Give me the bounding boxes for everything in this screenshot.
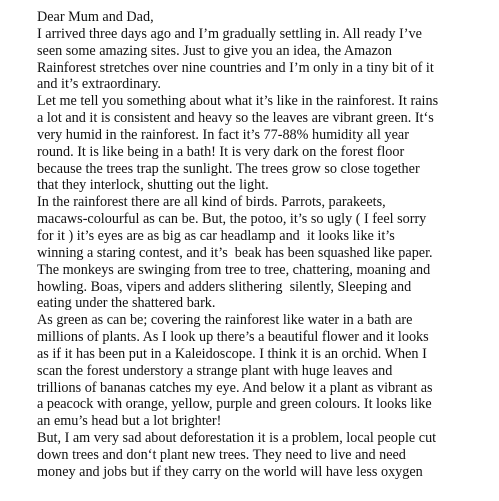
- letter-line: a peacock with orange, yellow, purple and green colours. It looks like: [37, 396, 432, 413]
- letter-line: Rainforest stretches over nine countries and I’m only in a tiny bit of it: [37, 59, 434, 76]
- letter-line: an emu’s head but a lot brighter!: [37, 413, 222, 430]
- letter-line: eating under the shattered bark.: [37, 295, 216, 312]
- letter-line: In the rainforest there are all kind of birds. Parrots, parakeets,: [37, 194, 386, 211]
- letter-line: As green as can be; covering the rainforest like water in a bath are: [37, 312, 413, 329]
- letter-line: round. It is like being in a bath! It is very dark on the forest floor: [37, 143, 405, 160]
- letter-line: millions of plants. As I look up there’s a beautiful flower and it looks: [37, 329, 429, 346]
- letter-line: Dear Mum and Dad,: [37, 9, 154, 25]
- letter-line: for it ) it’s eyes are as big as car headlamp and it looks like it’s: [37, 227, 395, 244]
- letter-line: that they interlock, shutting out the light.: [37, 177, 269, 194]
- letter-line: because the trees trap the sunlight. The trees grow so close together: [37, 160, 420, 177]
- letter-line: Let me tell you something about what it’s like in the rainforest. It rains: [37, 93, 439, 110]
- letter-line: trillions of bananas catches my eye. And below it a plant as vibrant as: [37, 379, 433, 396]
- letter-line: and it’s extraordinary.: [37, 76, 161, 93]
- letter-line: But, I am very sad about deforestation it is a problem, local people cut: [37, 430, 437, 447]
- letter-body: [37, 9, 499, 481]
- letter-line: a lot and it is consistent and heavy so the leaves are vibrant green. It‘s: [37, 110, 434, 127]
- letter-line: macaws-colourful as can be. But, the potoo, it’s so ugly ( I feel sorry: [37, 211, 427, 228]
- letter-line: seen some amazing sites. Just to give you an idea, the Amazon: [37, 42, 392, 59]
- letter-line: scan the forest understory a strange plant with huge leaves and: [37, 362, 393, 379]
- letter-line: as if it has been put in a Kaleidoscope. I think it is an orchid. When I: [37, 345, 427, 362]
- letter-line: winning a staring contest, and it’s beak has been squashed like paper.: [37, 244, 433, 261]
- letter-line: very humid in the rainforest. In fact it’s 77-88% humidity all year: [37, 126, 409, 143]
- letter-line: money and jobs but if they carry on the world will have less oxygen: [37, 463, 423, 480]
- letter-line: The monkeys are swinging from tree to tree, chattering, moaning and: [37, 261, 431, 278]
- letter-line: howling. Boas, vipers and adders slithering silently, Sleeping and: [37, 278, 412, 295]
- letter-line: down trees and don‘t plant new trees. They need to live and need: [37, 446, 406, 463]
- letter-line: I arrived three days ago and I’m gradually settling in. All ready I’ve: [37, 25, 422, 42]
